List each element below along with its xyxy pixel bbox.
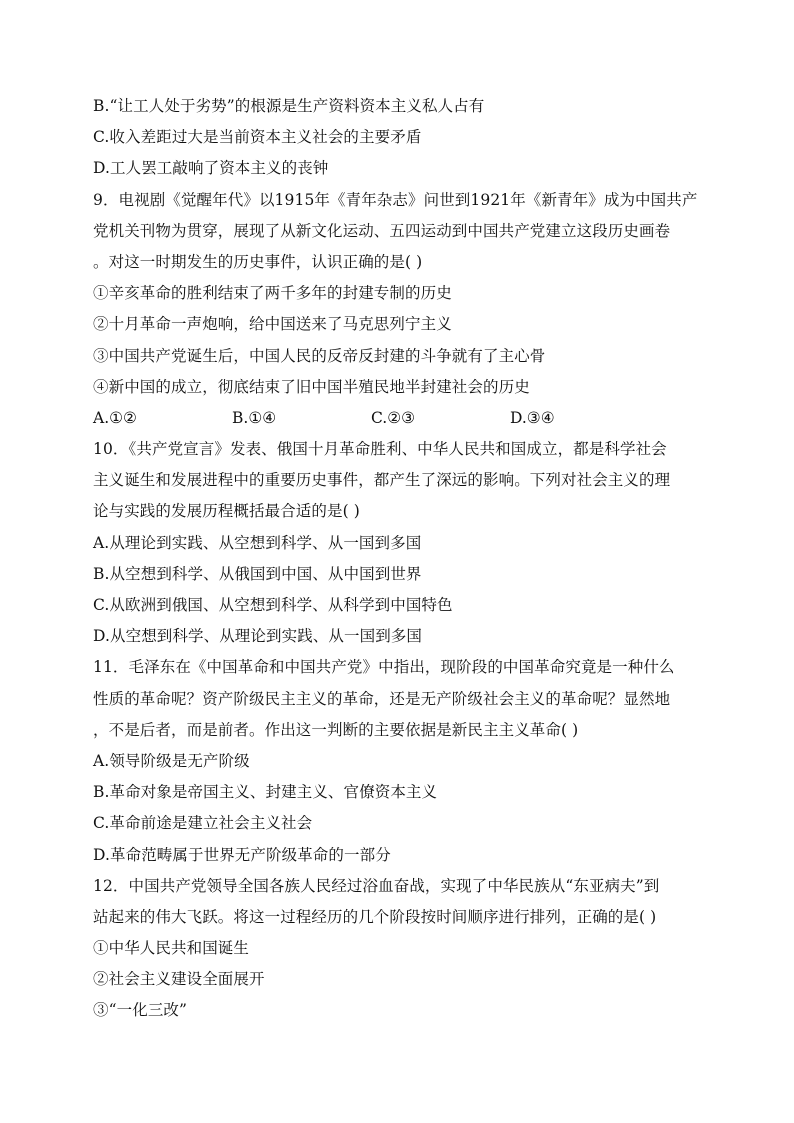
- q11-option-a: A.领导阶级是无产阶级: [93, 751, 250, 770]
- q9-option-a: A.①②: [93, 408, 137, 427]
- q11-stem-line-2: 性质的革命呢？资产阶级民主主义的革命，还是无产阶级社会主义的革命呢？显然地: [93, 689, 671, 708]
- q10-stem-line-1: 10．《共产党宣言》发表、俄国十月革命胜利、中华人民共和国成立，都是科学社会: [93, 440, 667, 459]
- q9-options: [93, 407, 713, 438]
- q12-stem-line-1: 12．中国共产党领导全国各族人民经过浴血奋战，实现了中华民族从“东亚病夫”到: [93, 876, 660, 895]
- q9-item-1: ①辛亥革命的胜利结束了两千多年的封建专制的历史: [93, 284, 452, 303]
- q9-stem-line-3: 。对这一时期发生的历史事件，认识正确的是( ): [93, 252, 423, 271]
- q11-stem-line-1: 11．毛泽东在《中国革命和中国共产党》中指出，现阶段的中国革命究竟是一种什么: [93, 658, 675, 677]
- exam-page: [93, 95, 713, 1031]
- q12-item-2: ②社会主义建设全面展开: [93, 970, 265, 989]
- q9-option-b: B.①④: [232, 408, 277, 427]
- q9-option-d: D.③④: [510, 408, 555, 427]
- q10-option-c: C.从欧洲到俄国、从空想到科学、从科学到中国特色: [93, 596, 453, 614]
- q12-item-1: ①中华人民共和国诞生: [93, 939, 250, 958]
- q10-option-d: D.从空想到科学、从理论到实践、从一国到多国: [93, 627, 423, 646]
- q11-stem-line-3: ，不是后者，而是前者。作出这一判断的主要依据是新民主主义革命( ): [93, 720, 579, 739]
- q12-stem-line-2: 站起来的伟大飞跃。将这一过程经历的几个阶段按时间顺序进行排列，正确的是( ): [93, 907, 657, 926]
- q10-stem-line-2: 主义诞生和发展进程中的重要历史事件，都产生了深远的影响。下列对社会主义的理: [93, 471, 671, 490]
- q11-option-b: B.革命对象是帝国主义、封建主义、官僚资本主义: [93, 783, 438, 802]
- q8-option-d: D.工人罢工敲响了资本主义的丧钟: [93, 159, 329, 178]
- q9-item-3: ③中国共产党诞生后，中国人民的反帝反封建的斗争就有了主心骨: [93, 346, 546, 365]
- q10-option-a: A.从理论到实践、从空想到科学、从一国到多国: [93, 533, 422, 552]
- q9-stem-line-2: 党机关刊物为贯穿，展现了从新文化运动、五四运动到中国共产党建立这段历史画卷: [93, 221, 671, 240]
- q8-option-c: C.收入差距过大是当前资本主义社会的主要矛盾: [93, 128, 422, 147]
- q8-option-b: B.“让工人处于劣势”的根源是生产资料资本主义私人占有: [93, 97, 485, 115]
- q9-item-2: ②十月革命一声炮响，给中国送来了马克思列宁主义: [93, 315, 452, 334]
- q10-stem-line-3: 论与实践的发展历程概括最合适的是( ): [93, 502, 360, 521]
- q10-option-b: B.从空想到科学、从俄国到中国、从中国到世界: [93, 564, 422, 583]
- q9-item-4: ④新中国的成立，彻底结束了旧中国半殖民地半封建社会的历史: [93, 377, 530, 396]
- q12-item-3: ③“一化三改”: [93, 1001, 188, 1020]
- q11-option-c: C.革命前途是建立社会主义社会: [93, 814, 313, 833]
- q9-option-c: C.②③: [371, 408, 416, 427]
- q9-stem-line-1: 9．电视剧《觉醒年代》以1915年《青年杂志》问世到1921年《新青年》成为中国共产: [93, 190, 698, 209]
- q11-option-d: D.革命范畴属于世界无产阶级革命的一部分: [93, 845, 391, 864]
